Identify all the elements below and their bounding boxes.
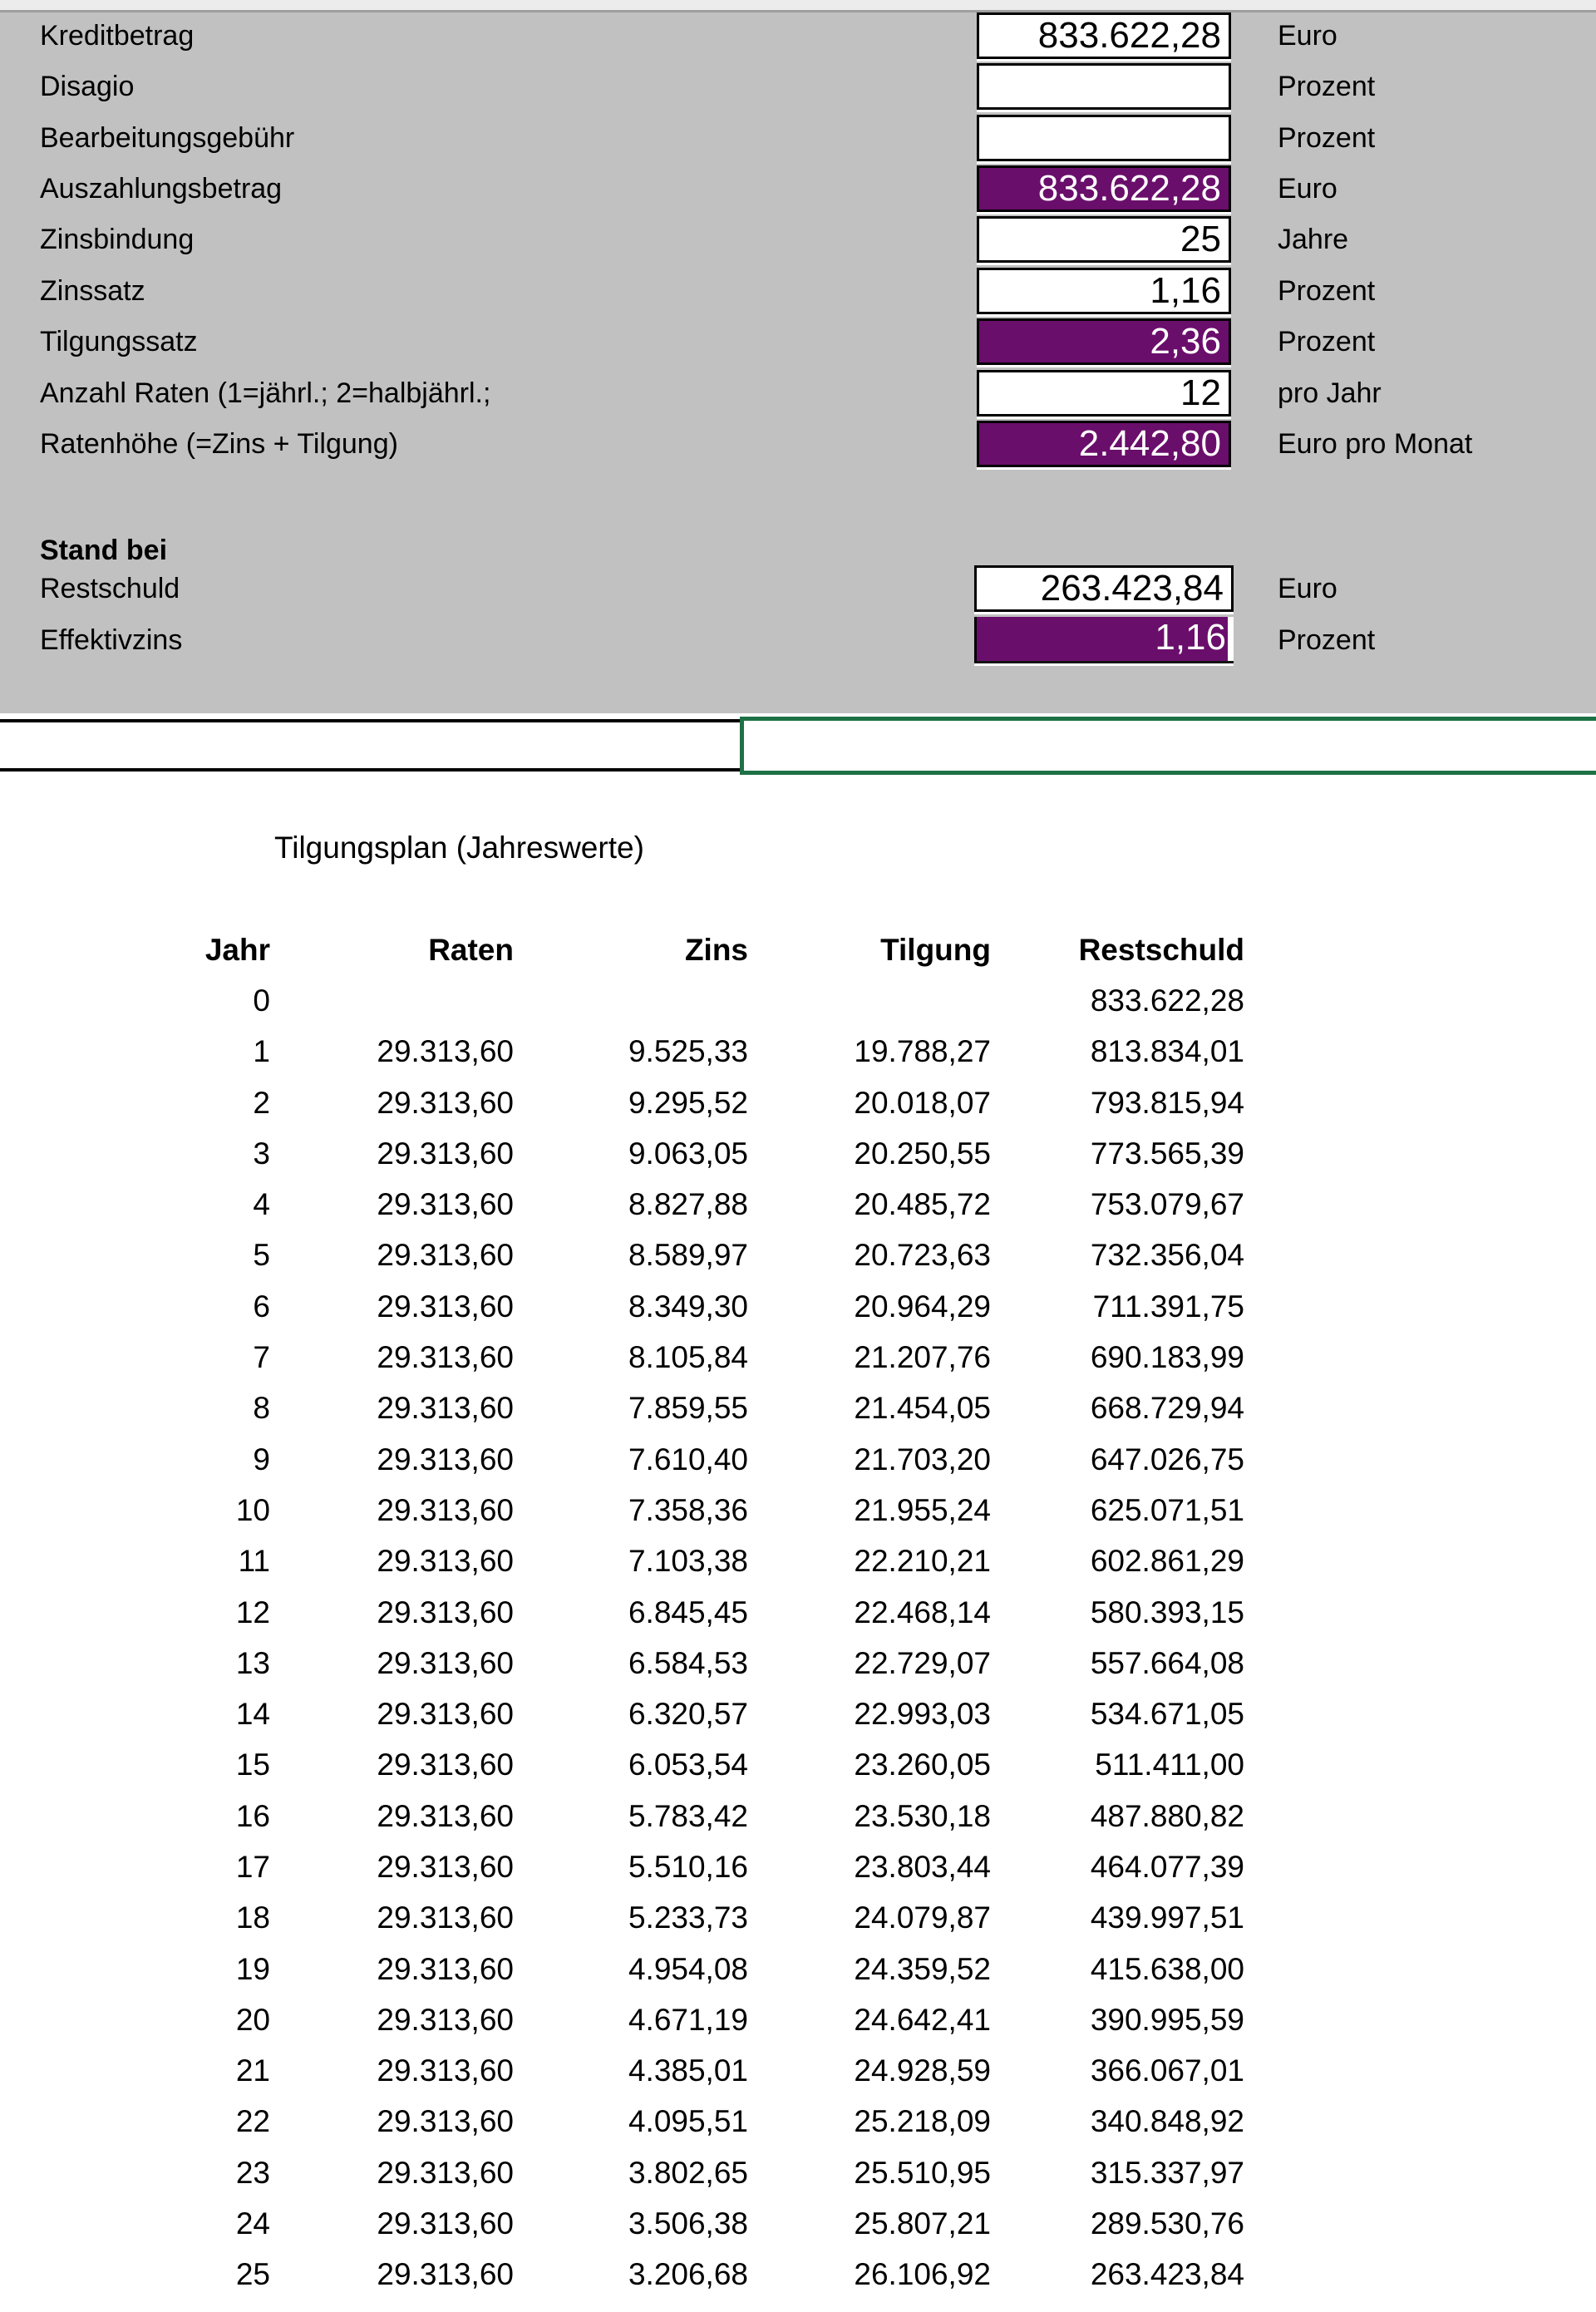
table-cell: 5 <box>253 1238 270 1273</box>
disagio-value <box>979 66 1229 107</box>
table-cell: 3.206,68 <box>628 2257 748 2292</box>
header-restschuld: Restschuld <box>1078 932 1244 967</box>
bearbeitungsgebuehr-unit: Prozent <box>1278 122 1376 154</box>
amortization-table <box>150 924 1244 2300</box>
form-row <box>0 11 1596 62</box>
header-tilgung: Tilgung <box>880 932 991 967</box>
table-cell: 29.313,60 <box>377 1544 514 1579</box>
table-cell: 289.530,76 <box>1090 2206 1244 2241</box>
table-cell: 3.802,65 <box>628 2155 748 2190</box>
table-cell: 20.723,63 <box>854 1238 991 1273</box>
zinsbindung-value: 25 <box>1180 219 1221 259</box>
table-cell: 7.103,38 <box>628 1544 748 1579</box>
table-cell: 15 <box>235 1748 270 1782</box>
table-cell: 4.095,51 <box>628 2104 748 2139</box>
table-cell: 29.313,60 <box>377 2053 514 2088</box>
table-cell: 25 <box>235 2257 270 2292</box>
table-cell: 7.859,55 <box>628 1391 748 1426</box>
table-cell: 9 <box>253 1442 270 1476</box>
ratenhoehe-value: 2.442,80 <box>1078 423 1221 464</box>
ratenhoehe-label: Ratenhöhe (=Zins + Tilgung) <box>40 428 398 460</box>
table-row <box>150 1944 1244 1994</box>
restschuld-unit: Euro <box>1278 573 1337 604</box>
table-row <box>150 1740 1244 1791</box>
table-cell: 29.313,60 <box>377 1951 514 1986</box>
form-row <box>0 214 1596 265</box>
table-cell: 29.313,60 <box>377 1289 514 1324</box>
table-cell: 24.642,41 <box>854 2002 991 2037</box>
table-cell: 9.295,52 <box>628 1085 748 1120</box>
table-cell: 3 <box>253 1136 270 1171</box>
zinssatz-unit: Prozent <box>1278 275 1376 307</box>
table-cell: 22 <box>235 2104 270 2139</box>
table-cell: 14 <box>235 1697 270 1732</box>
table-cell: 29.313,60 <box>377 1492 514 1527</box>
form-row <box>0 564 1596 614</box>
table-cell: 22.210,21 <box>854 1544 991 1579</box>
table-cell: 366.067,01 <box>1090 2053 1244 2088</box>
table-cell <box>270 975 514 1026</box>
effektivzins-cell <box>974 617 1234 663</box>
kreditbetrag-unit: Euro <box>1278 20 1337 52</box>
table-cell: 8.349,30 <box>628 1289 748 1324</box>
table-cell: 439.997,51 <box>1090 1900 1244 1935</box>
table-cell: 24.928,59 <box>854 2053 991 2088</box>
table-cell: 813.834,01 <box>1090 1034 1244 1069</box>
zinsbindung-unit: Jahre <box>1278 224 1349 255</box>
table-cell: 5.783,42 <box>628 1798 748 1833</box>
restschuld-value: 263.423,84 <box>1040 568 1224 609</box>
zinssatz-label: Zinssatz <box>40 275 145 307</box>
table-cell: 2 <box>253 1085 270 1120</box>
table-row <box>150 1536 1244 1587</box>
table-cell: 6 <box>253 1289 270 1324</box>
table-cell: 23.260,05 <box>854 1748 991 1782</box>
table-cell: 19 <box>235 1951 270 1986</box>
form-row <box>0 113 1596 164</box>
anzahl-raten-label: Anzahl Raten (1=jährl.; 2=halbjährl.; <box>40 377 491 409</box>
table-row <box>150 1688 1244 1739</box>
bearbeitungsgebuehr-value <box>979 117 1229 159</box>
tilgungssatz-unit: Prozent <box>1278 326 1376 357</box>
table-cell: 29.313,60 <box>377 2155 514 2190</box>
table-cell: 3.506,38 <box>628 2206 748 2241</box>
stand-bei-heading: Stand bei <box>40 535 168 566</box>
auszahlungsbetrag-cell <box>977 165 1231 212</box>
table-cell: 415.638,00 <box>1090 1951 1244 1986</box>
table-row <box>150 1230 1244 1281</box>
table-cell: 464.077,39 <box>1090 1849 1244 1884</box>
anzahl-raten-cell[interactable] <box>977 370 1231 417</box>
table-cell: 29.313,60 <box>377 1442 514 1476</box>
table-cell: 23.803,44 <box>854 1849 991 1884</box>
table-cell: 26.106,92 <box>854 2257 991 2292</box>
kreditbetrag-label: Kreditbetrag <box>40 20 195 52</box>
table-cell: 833.622,28 <box>1090 983 1244 1018</box>
table-row <box>150 1994 1244 2045</box>
zinsbindung-label: Zinsbindung <box>40 224 195 255</box>
table-cell: 16 <box>235 1798 270 1833</box>
table-cell: 29.313,60 <box>377 1187 514 1222</box>
tilgungssatz-value: 2,36 <box>1150 321 1221 362</box>
table-cell: 390.995,59 <box>1090 2002 1244 2037</box>
table-cell: 690.183,99 <box>1090 1340 1244 1375</box>
header-raten: Raten <box>428 932 514 967</box>
table-cell: 263.423,84 <box>1090 2257 1244 2292</box>
table-cell: 29.313,60 <box>377 1136 514 1171</box>
table-cell: 732.356,04 <box>1090 1238 1244 1273</box>
form-row <box>0 266 1596 317</box>
form-row <box>0 62 1596 112</box>
table-cell: 6.320,57 <box>628 1697 748 1732</box>
table-cell: 18 <box>235 1900 270 1935</box>
table-cell: 21.955,24 <box>854 1492 991 1527</box>
table-cell: 4.954,08 <box>628 1951 748 1986</box>
form-row <box>0 164 1596 214</box>
table-row <box>150 2147 1244 2198</box>
table-cell: 6.584,53 <box>628 1645 748 1680</box>
ratenhoehe-unit: Euro pro Monat <box>1278 428 1473 460</box>
bearbeitungsgebuehr-cell[interactable] <box>977 115 1231 161</box>
empty-cell-strip[interactable] <box>0 719 740 771</box>
table-cell: 22.468,14 <box>854 1595 991 1629</box>
table-cell: 4 <box>253 1187 270 1222</box>
table-cell: 6.845,45 <box>628 1595 748 1629</box>
table-cell: 1 <box>253 1034 270 1069</box>
table-cell: 29.313,60 <box>377 2104 514 2139</box>
table-cell: 29.313,60 <box>377 1748 514 1782</box>
table-cell: 8.589,97 <box>628 1238 748 1273</box>
table-cell: 21 <box>235 2053 270 2088</box>
table-cell: 487.880,82 <box>1090 1798 1244 1833</box>
table-cell: 7 <box>253 1340 270 1375</box>
table-cell: 22.993,03 <box>854 1697 991 1732</box>
table-cell: 0 <box>253 983 270 1018</box>
selected-cell[interactable] <box>740 717 1596 775</box>
amortization-table-body <box>150 975 1244 2300</box>
table-cell: 29.313,60 <box>377 2002 514 2037</box>
table-cell: 23 <box>235 2155 270 2190</box>
header-zins: Zins <box>684 932 748 967</box>
table-cell: 793.815,94 <box>1090 1085 1244 1120</box>
effektivzins-unit: Prozent <box>1278 624 1376 656</box>
table-cell: 9.063,05 <box>628 1136 748 1171</box>
table-row <box>150 2097 1244 2147</box>
table-cell: 9.525,33 <box>628 1034 748 1069</box>
table-row <box>150 1332 1244 1383</box>
table-cell: 625.071,51 <box>1090 1492 1244 1527</box>
table-cell: 4.671,19 <box>628 2002 748 2037</box>
restschuld-cell[interactable] <box>974 565 1234 612</box>
table-cell: 315.337,97 <box>1090 2155 1244 2190</box>
table-cell <box>514 975 748 1026</box>
table-cell: 8.827,88 <box>628 1187 748 1222</box>
table-row <box>150 975 1244 1026</box>
table-cell: 7.610,40 <box>628 1442 748 1476</box>
table-cell: 20.250,55 <box>854 1136 991 1171</box>
disagio-cell[interactable] <box>977 63 1231 110</box>
table-cell: 22.729,07 <box>854 1645 991 1680</box>
table-cell: 711.391,75 <box>1092 1289 1244 1324</box>
table-cell: 29.313,60 <box>377 1697 514 1732</box>
table-cell: 25.510,95 <box>854 2155 991 2190</box>
table-cell: 8 <box>253 1391 270 1426</box>
table-cell: 20.018,07 <box>854 1085 991 1120</box>
table-cell: 773.565,39 <box>1090 1136 1244 1171</box>
table-cell: 20 <box>235 2002 270 2037</box>
zinssatz-value: 1,16 <box>1150 270 1221 311</box>
tilgungssatz-label: Tilgungssatz <box>40 326 198 357</box>
table-cell: 24.079,87 <box>854 1900 991 1935</box>
table-row <box>150 1587 1244 1638</box>
table-row <box>150 2250 1244 2300</box>
table-cell: 580.393,15 <box>1090 1595 1244 1629</box>
kreditbetrag-cell[interactable] <box>977 12 1231 59</box>
table-row <box>150 1791 1244 1841</box>
table-cell: 29.313,60 <box>377 1238 514 1273</box>
effektivzins-value: 1,16 <box>1155 617 1226 658</box>
table-cell: 29.313,60 <box>377 1798 514 1833</box>
anzahl-raten-unit: pro Jahr <box>1278 377 1382 409</box>
auszahlungsbetrag-unit: Euro <box>1278 173 1337 205</box>
form-row <box>0 368 1596 419</box>
table-cell: 29.313,60 <box>377 1900 514 1935</box>
table-cell: 11 <box>238 1544 270 1579</box>
table-cell: 29.313,60 <box>377 1595 514 1629</box>
table-cell: 29.313,60 <box>377 1034 514 1069</box>
table-cell: 29.313,60 <box>377 1340 514 1375</box>
zinsbindung-cell[interactable] <box>977 216 1231 263</box>
table-cell: 6.053,54 <box>628 1748 748 1782</box>
disagio-label: Disagio <box>40 71 135 102</box>
table-cell: 20.964,29 <box>854 1289 991 1324</box>
table-cell: 7.358,36 <box>628 1492 748 1527</box>
restschuld-label: Restschuld <box>40 573 180 604</box>
table-cell: 557.664,08 <box>1090 1645 1244 1680</box>
form-row <box>0 419 1596 470</box>
table-row <box>150 1434 1244 1485</box>
table-cell: 17 <box>235 1849 270 1884</box>
table-row <box>150 1281 1244 1332</box>
table-cell: 511.411,00 <box>1095 1748 1244 1782</box>
table-cell: 21.207,76 <box>854 1340 991 1375</box>
table-cell: 5.510,16 <box>628 1849 748 1884</box>
table-cell: 25.218,09 <box>854 2104 991 2139</box>
table-cell: 10 <box>235 1492 270 1527</box>
table-cell: 23.530,18 <box>854 1798 991 1833</box>
table-row <box>150 2198 1244 2249</box>
table-row <box>150 2046 1244 2097</box>
table-cell: 29.313,60 <box>377 2257 514 2292</box>
table-row <box>150 1485 1244 1536</box>
table-cell: 29.313,60 <box>377 2206 514 2241</box>
disagio-unit: Prozent <box>1278 71 1376 102</box>
table-cell: 19.788,27 <box>854 1034 991 1069</box>
table-cell: 25.807,21 <box>854 2206 991 2241</box>
form-row <box>0 317 1596 367</box>
table-cell: 21.703,20 <box>854 1442 991 1476</box>
auszahlungsbetrag-label: Auszahlungsbetrag <box>40 173 283 205</box>
table-cell: 12 <box>235 1595 270 1629</box>
table-cell: 21.454,05 <box>854 1391 991 1426</box>
table-cell: 24.359,52 <box>854 1951 991 1986</box>
table-cell: 29.313,60 <box>377 1085 514 1120</box>
table-row <box>150 1027 1244 1077</box>
header-jahr: Jahr <box>204 932 270 967</box>
effektivzins-label: Effektivzins <box>40 624 183 656</box>
table-cell: 24 <box>235 2206 270 2241</box>
table-row <box>150 1179 1244 1230</box>
table-cell: 13 <box>235 1645 270 1680</box>
plan-title: Tilgungsplan (Jahreswerte) <box>274 831 644 865</box>
table-cell: 4.385,01 <box>628 2053 748 2088</box>
bearbeitungsgebuehr-label: Bearbeitungsgebühr <box>40 122 295 154</box>
auszahlungsbetrag-value: 833.622,28 <box>1037 168 1221 209</box>
ratenhoehe-cell <box>977 421 1231 467</box>
table-cell: 753.079,67 <box>1090 1187 1244 1222</box>
table-cell: 647.026,75 <box>1090 1442 1244 1476</box>
table-cell: 534.671,05 <box>1090 1697 1244 1732</box>
table-cell: 29.313,60 <box>377 1849 514 1884</box>
table-row <box>150 1128 1244 1179</box>
zinssatz-cell[interactable] <box>977 268 1231 314</box>
table-cell: 668.729,94 <box>1090 1391 1244 1426</box>
table-cell: 29.313,60 <box>377 1645 514 1680</box>
table-cell <box>748 975 991 1026</box>
table-row <box>150 1077 1244 1128</box>
table-cell: 602.861,29 <box>1090 1544 1244 1579</box>
table-cell: 5.233,73 <box>628 1900 748 1935</box>
table-row <box>150 1893 1244 1944</box>
table-cell: 8.105,84 <box>628 1340 748 1375</box>
table-cell: 29.313,60 <box>377 1391 514 1426</box>
kreditbetrag-value: 833.622,28 <box>1037 15 1221 56</box>
table-cell: 20.485,72 <box>854 1187 991 1222</box>
tilgungssatz-cell <box>977 318 1231 365</box>
table-row <box>150 1383 1244 1434</box>
table-row <box>150 1841 1244 1892</box>
anzahl-raten-value: 12 <box>1180 372 1221 413</box>
table-row <box>150 1638 1244 1688</box>
loan-form-panel <box>0 12 1596 713</box>
form-row <box>0 615 1596 666</box>
table-cell: 340.848,92 <box>1090 2104 1244 2139</box>
table-header-row <box>150 924 1244 975</box>
